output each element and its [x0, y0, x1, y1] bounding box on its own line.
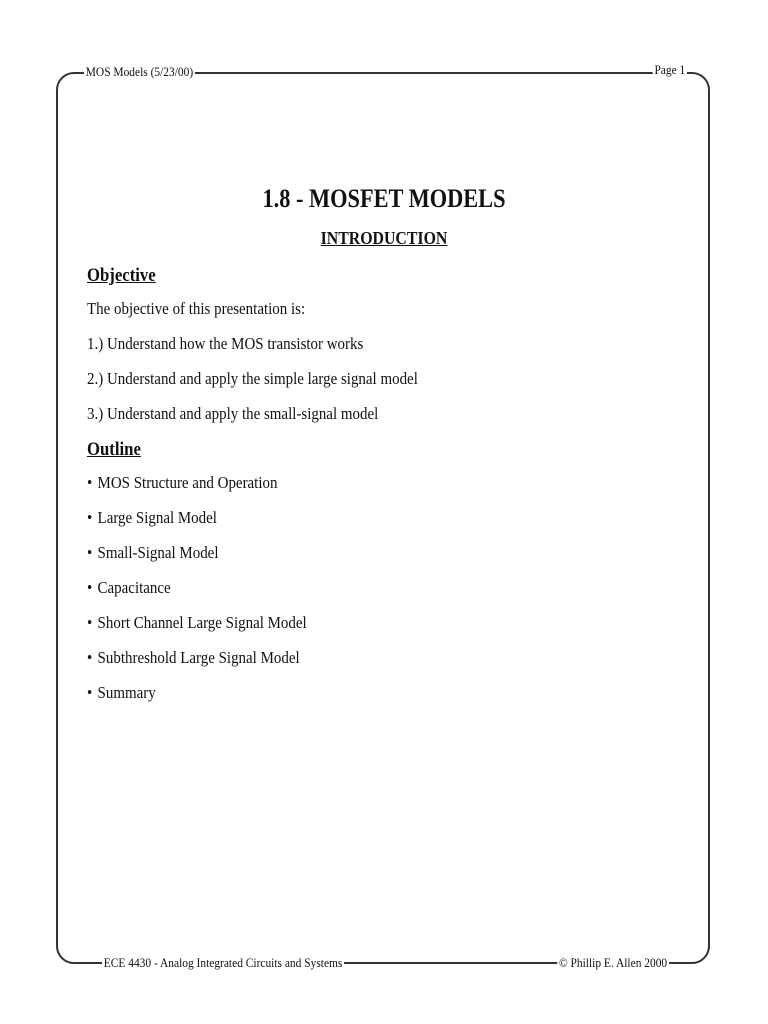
bullet-icon: • — [87, 613, 93, 632]
objective-item: 2.) Understand and apply the simple large signal model — [87, 369, 418, 388]
footer-copyright: © Phillip E. Allen 2000 — [559, 955, 668, 970]
outline-item: • Short Channel Large Signal Model — [87, 608, 615, 643]
objective-heading: Objective — [87, 265, 156, 286]
header-left: MOS Models (5/23/00) — [85, 64, 194, 79]
objective-item: 1.) Understand how the MOS transistor works — [87, 334, 364, 353]
outline-item: • Summary — [87, 678, 615, 713]
bullet-icon: • — [87, 578, 93, 597]
slide-content — [87, 262, 687, 713]
footer-left: ECE 4430 - Analog Integrated Circuits and Systems — [103, 955, 343, 970]
outline-item: • Capacitance — [87, 573, 615, 608]
page-title: 1.8 - MOSFET MODELS — [262, 184, 506, 213]
outline-item: • MOS Structure and Operation — [87, 468, 615, 503]
objective-item: 3.) Understand and apply the small-signal model — [87, 404, 379, 423]
outline-item: • Subthreshold Large Signal Model — [87, 643, 615, 678]
section-title: INTRODUCTION — [320, 228, 448, 248]
outline-item: • Small-Signal Model — [87, 538, 615, 573]
bullet-icon: • — [87, 508, 93, 527]
bullet-icon: • — [87, 473, 93, 492]
bullet-icon: • — [87, 648, 93, 667]
bullet-icon: • — [87, 543, 93, 562]
outline-heading: Outline — [87, 439, 141, 460]
objective-intro: The objective of this presentation is: — [87, 299, 306, 318]
outline-item: • Large Signal Model — [87, 503, 615, 538]
bullet-icon: • — [87, 683, 93, 702]
header-page-number: Page 1 — [654, 62, 686, 77]
